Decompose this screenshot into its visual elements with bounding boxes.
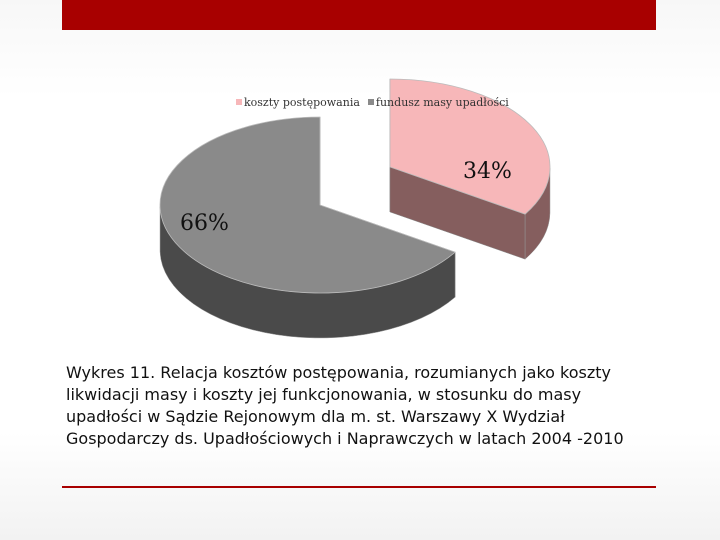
data-label-fundusz-masy-upadlosci: 66% (180, 211, 229, 236)
bottom-divider (62, 486, 656, 488)
legend-label-fundusz: fundusz masy upadłości (375, 95, 509, 109)
chart-legend (236, 95, 509, 109)
legend-item-fundusz (368, 96, 509, 109)
data-label-koszty-postepowania: 34% (463, 159, 512, 184)
figure-caption: Wykres 11. Relacja kosztów postępowania, rozumianych jako koszty likwidacji masy i koszty jej funkcjonowania, w stosunku do masy upadłości w Sądzie Rejonowym dla m. st. Warszawy X Wydział Gospodarczy ds. Upadłościowych i Naprawczych w latach 2004 -2010 (66, 363, 624, 448)
legend-item-koszty (236, 96, 360, 109)
legend-swatch-koszty (236, 99, 242, 105)
legend-label-koszty: koszty postępowania (244, 95, 360, 109)
legend-swatch-fundusz (368, 99, 374, 105)
